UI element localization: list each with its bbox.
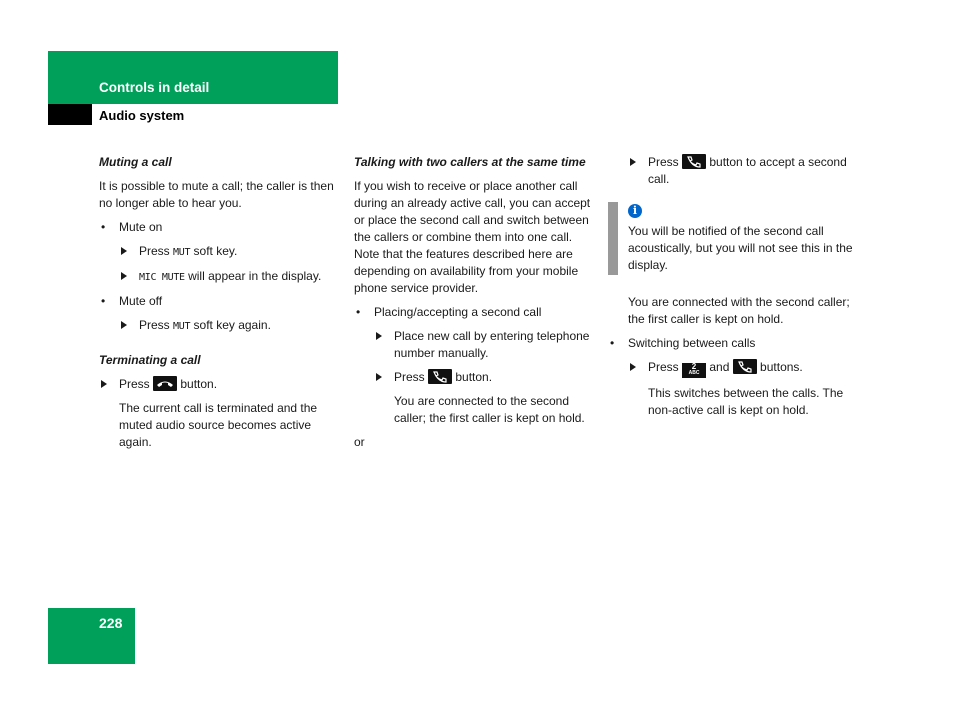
end-call-icon	[153, 376, 177, 391]
heading-terminating: Terminating a call	[99, 353, 201, 367]
step-item: Press MUT soft key.	[119, 243, 344, 261]
section-title: Controls in detail	[99, 80, 210, 95]
step-arrow-icon	[376, 373, 382, 381]
column-3	[628, 154, 853, 419]
step-arrow-icon	[121, 247, 127, 255]
subsection-title: Audio system	[99, 108, 185, 123]
step-arrow-icon	[101, 380, 107, 388]
column-1	[99, 154, 344, 451]
step-arrow-icon	[121, 272, 127, 280]
soft-key-label: MUT	[173, 321, 191, 332]
soft-key-label: MUT	[173, 247, 191, 258]
step-item: Place new call by entering telephone number manually.	[374, 328, 594, 362]
info-sidebar	[608, 202, 618, 275]
call-icon	[733, 359, 757, 374]
key-2-icon: 2 ABC	[682, 363, 706, 378]
or-text: or	[354, 435, 365, 449]
page-number: 228	[99, 615, 123, 631]
paragraph: The current call is terminated and the muted audio source becomes active again.	[119, 401, 318, 449]
step-item: MIC MUTE will appear in the display.	[119, 268, 344, 286]
bullet-item: • Switching between calls	[608, 335, 853, 352]
bullet-item: • Mute on	[99, 219, 344, 236]
bullet-item: • Mute off	[99, 293, 344, 310]
step-item: Press button.	[99, 376, 344, 393]
header-band	[48, 51, 338, 104]
paragraph: You are connected with the second caller; the first caller is kept on hold.	[628, 295, 850, 326]
section-tab-marker	[48, 104, 92, 125]
heading-two-callers: Talking with two callers at the same time	[354, 155, 586, 169]
step-arrow-icon	[121, 321, 127, 329]
call-icon	[682, 154, 706, 169]
bullet-item: • Placing/accepting a second call	[354, 304, 594, 321]
paragraph: If you wish to receive or place another call during an already active call, you can accept or place the second call and switch between the callers or combine them into one call. Note that the features described here are depending on availability from your mobile phone service provider.	[354, 179, 591, 295]
paragraph: It is possible to mute a call; the caller is then no longer able to hear you.	[99, 179, 334, 210]
paragraph: This switches between the calls. The non-active call is kept on hold.	[648, 386, 844, 417]
column-2	[354, 154, 594, 451]
step-item: Press button.	[374, 369, 594, 386]
step-item: Press 2 ABC and buttons.	[628, 359, 853, 378]
info-text: You will be notified of the second call acoustically, but you will not see this in the display.	[628, 224, 853, 272]
step-arrow-icon	[630, 363, 636, 371]
step-arrow-icon	[376, 332, 382, 340]
paragraph: You are connected to the second caller; the first caller is kept on hold.	[394, 394, 585, 425]
step-arrow-icon	[630, 158, 636, 166]
step-item: Press button to accept a second call.	[628, 154, 853, 188]
step-item: Press MUT soft key again.	[119, 317, 344, 335]
info-icon: i	[628, 204, 642, 218]
call-icon	[428, 369, 452, 384]
heading-muting: Muting a call	[99, 155, 172, 169]
display-text: MIC MUTE	[139, 272, 185, 283]
